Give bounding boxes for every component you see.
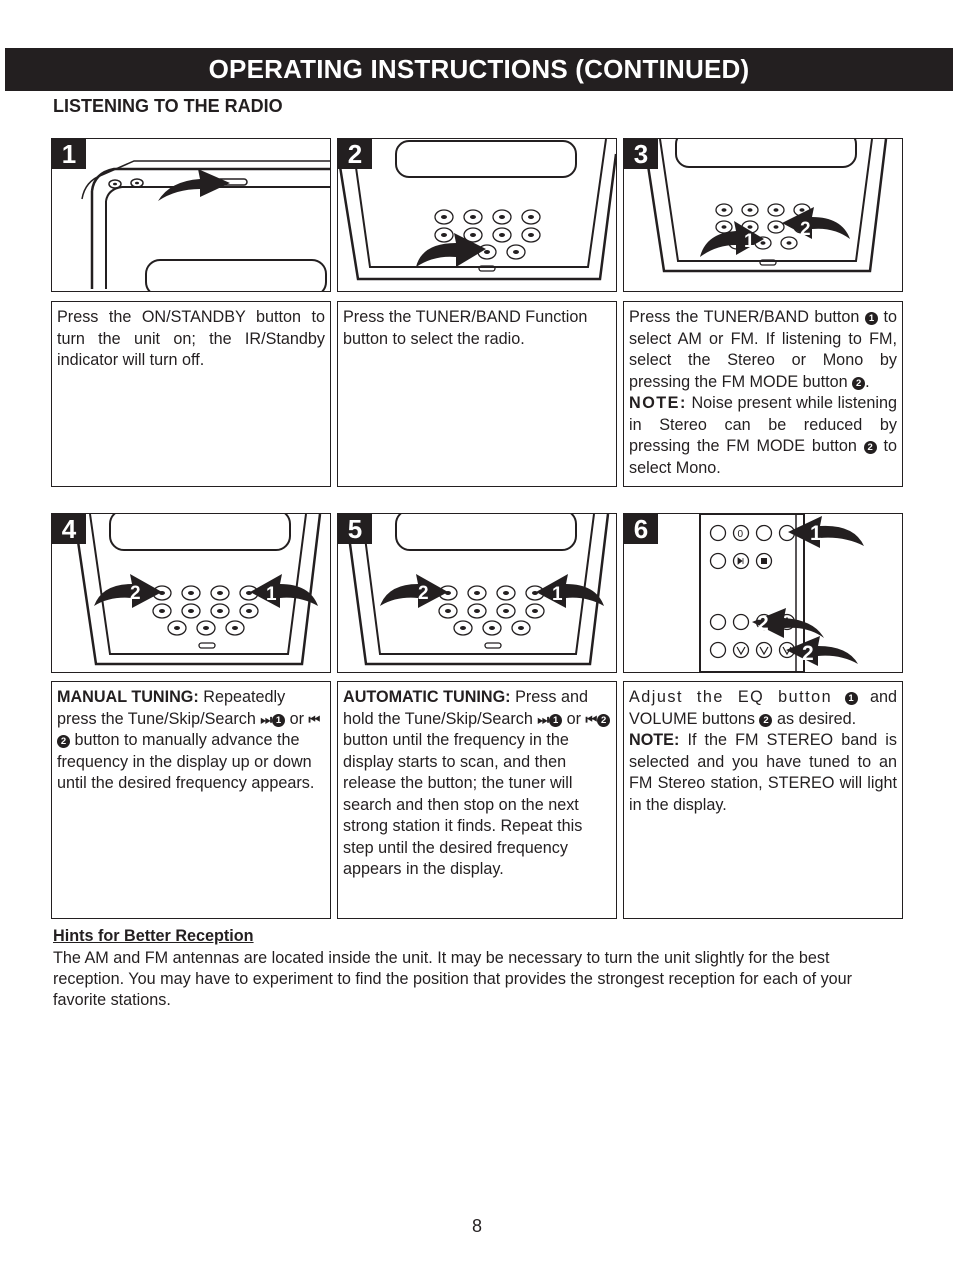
callout-1: 1	[552, 584, 563, 605]
step-4-description: MANUAL TUNING: Repeatedly press the Tune/Skip/Search ⏭ 1 or ⏮2 button to manually advance the frequency in the display up or down until the desired frequency appears.	[51, 681, 331, 919]
callout-2: 2	[800, 219, 811, 240]
step-5-number: 5	[338, 514, 372, 544]
manual-tuning-label: MANUAL TUNING:	[57, 688, 199, 706]
callout-2: 2	[802, 642, 814, 665]
step-2-illustration	[337, 138, 617, 292]
zero-button-label: 0	[737, 529, 744, 540]
callout-1: 1	[744, 231, 755, 252]
unit-front-panel-drawing	[624, 139, 902, 291]
callout-2: 2	[757, 612, 769, 635]
step-3-illustration	[623, 138, 903, 292]
button-marker-1: 1	[845, 692, 858, 705]
skip-next-icon: ⏭	[537, 711, 548, 727]
step-3-number: 3	[624, 139, 658, 169]
step-4-number: 4	[52, 514, 86, 544]
button-marker-2: 2	[759, 714, 772, 727]
step-6-illustration	[623, 513, 903, 673]
unit-front-panel-drawing	[52, 514, 330, 672]
step-3-description: Press the TUNER/BAND button 1 to select AM or FM. If listening to FM, select the Stereo or Mono by pressing the FM MODE button 2 . NOTE: Noise present while listening in Stereo can be reduced by pressing the FM MODE button 2 to select Mono.	[623, 301, 903, 487]
step-6-number: 6	[624, 514, 658, 544]
hints-body: The AM and FM antennas are located inside the unit. It may be necessary to turn the unit slightly for the best reception. You may have to experiment to find the position that provides the strongest reception for each of your favorite stations.	[53, 949, 853, 1009]
step-4-illustration	[51, 513, 331, 673]
skip-next-icon: ⏭	[260, 711, 271, 727]
remote-control-drawing	[624, 514, 902, 672]
button-marker-2: 2	[864, 441, 877, 454]
step-1-description: Press the ON/STANDBY button to turn the unit on; the IR/Standby indicator will turn off.	[51, 301, 331, 487]
step-6-description: Adjust the EQ button 1 and VOLUME buttons 2 as desired. NOTE: If the FM STEREO band is selected and you have tuned to an FM Stereo station, STEREO will light in the display.	[623, 681, 903, 919]
hints-title: Hints for Better Reception	[53, 927, 254, 945]
note-label: NOTE:	[629, 394, 687, 412]
button-marker-1: 1	[549, 714, 562, 727]
automatic-tuning-label: AUTOMATIC TUNING:	[343, 688, 511, 706]
step-2-number: 2	[338, 139, 372, 169]
section-title: LISTENING TO THE RADIO	[53, 96, 283, 116]
button-marker-1: 1	[272, 714, 285, 727]
skip-previous-icon: ⏮	[308, 711, 319, 727]
button-marker-2: 2	[57, 735, 70, 748]
callout-1: 1	[810, 522, 822, 545]
step-5-description: AUTOMATIC TUNING: Press and hold the Tune/Skip/Search ⏭ 1 or ⏮ 2 button until the frequency in the display starts to scan, and then release the button; the tuner will search and then stop on the next strong station it finds. Repeat this step until the desired frequency appears in the display.	[337, 681, 617, 919]
button-marker-1: 1	[865, 312, 878, 325]
callout-1: 1	[266, 584, 277, 605]
page-number: 8	[471, 1216, 482, 1236]
page-header: OPERATING INSTRUCTIONS (CONTINUED)	[5, 48, 953, 91]
step-5-illustration	[337, 513, 617, 673]
skip-previous-icon: ⏮	[585, 711, 596, 727]
step-2-description: Press the TUNER/BAND Function button to select the radio.	[337, 301, 617, 487]
unit-front-panel-drawing	[338, 514, 616, 672]
callout-2: 2	[418, 583, 429, 604]
callout-2: 2	[130, 583, 141, 604]
button-marker-2: 2	[597, 714, 610, 727]
note-label: NOTE:	[629, 731, 680, 749]
step-1-illustration	[51, 138, 331, 292]
unit-front-panel-drawing	[338, 139, 616, 291]
button-marker-2: 2	[852, 377, 865, 390]
unit-top-view-drawing	[52, 139, 330, 291]
step-1-number: 1	[52, 139, 86, 169]
